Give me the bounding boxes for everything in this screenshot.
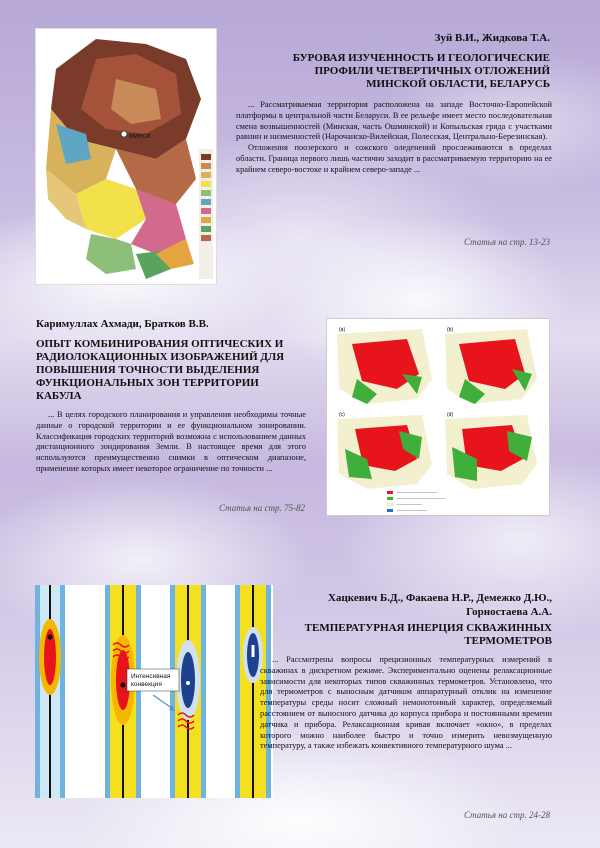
article3-authors-line: Хацкевич Б.Д., Факаева Н.Р., Демежко Д.Ю., [328,592,552,604]
article3-title-line: ТЕМПЕРАТУРНАЯ ИНЕРЦИЯ СКВАЖИННЫХ [304,622,552,634]
article2-title-line: ПОВЫШЕНИЯ ТОЧНОСТИ ВЫДЕЛЕНИЯ [36,364,260,376]
panel-c [337,412,432,489]
article1-title-line: МИНСКОЙ ОБЛАСТИ, БЕЛАРУСЬ [366,78,550,90]
article1-page-reference[interactable]: Статья на стр. 13-23 [464,237,550,247]
article1-title-line: ПРОФИЛИ ЧЕТВЕРТИЧНЫХ ОТЛОЖЕНИЙ [314,65,550,77]
article3-authors-line: Горностаева А.А. [466,606,552,618]
article3-body [260,655,552,752]
article1-authors: Зуй В.И., Жидкова Т.А. [434,32,550,44]
article1-title-line: БУРОВАЯ ИЗУЧЕННОСТЬ И ГЕОЛОГИЧЕСКИЕ [292,52,550,64]
article3-authors [290,591,552,619]
geologic-map-minsk-region [35,28,217,285]
thermometer-illustration [35,585,273,798]
article2-title-line: ОПЫТ КОМБИНИРОВАНИЯ ОПТИЧЕСКИХ И [36,338,284,350]
panel-label: (a) [339,327,346,333]
map-city-label: МИНСК [129,134,151,140]
figure-label-line: Интенсивная [131,673,171,680]
article2-paragraph: ... В целях городского планирования и управления необходимы точные данные о городской территории и ее функциональном зонировании. Классификация городских территорий возможна с использованием данных дистанционного зондирования Земли. В настоящее время для этого используются преимущественно снимки в оптическом диапазоне, применение которых имеет некоторое ограничение по точности ... [36,410,306,473]
panel-label: (b) [447,327,454,333]
kabul-zoning-maps [326,318,550,516]
four-panel-map-illustration [327,319,549,515]
borehole-thermometer-figure [35,585,273,798]
article3-title [280,622,552,648]
article3-title-line: ТЕРМОМЕТРОВ [464,635,552,647]
article2-body [36,410,306,475]
panel-b [445,327,537,404]
panel-label: (d) [447,412,454,418]
article3-page-reference[interactable]: Статья на стр. 24-28 [464,810,550,820]
article1-body [236,100,552,176]
article2-title-line: РАДИОЛОКАЦИОННЫХ ИЗОБРАЖЕНИЙ ДЛЯ [36,351,285,363]
article2-page-reference[interactable]: Статья на стр. 75-82 [219,503,305,513]
panel-a [337,327,432,404]
article2-title-line: КАБУЛА [36,390,82,402]
article3-paragraph: ... Рассмотрены вопросы прецизионных температурных измерений в скважинах в дискретном режиме. Экспериментально оценены релаксационные зависимости для некоторых типов скважинных термометров. Установлено, что для термометров с выносным датчиком аппаратурный отклик на изменение температуры среды носит сложный немонотонный характер, определяемый расстоянием от выносного датчика до корпуса прибора и постоянными времени датчика и прибора. Релаксационная кривая включает «окно», в пределах которого можно наиболее быстро и точно измерить невозмущенную температуру, а также избежать конвективного температурного шума ... [260,655,552,751]
panel-d [445,412,537,489]
article1-title [240,52,550,91]
map-illustration [36,29,216,284]
figure-label-line: конвекция [131,681,162,688]
article1-paragraph: ... Рассматриваемая территория расположена на западе Восточно-Европейской платформы в центральной части Беларуси. В ее рельефе имеет место последовательная смена возвышенностей (Минская, часть Ошмянской) и Копыльская гряда с участками равнин и низменностей (Нарочанско-Вилейская, Полесская, Центрально-Березинская). [236,100,552,142]
panel-label: (c) [339,412,345,418]
article2-authors: Каримуллах Ахмади, Братков В.В. [36,318,209,330]
article2-title-line: ФУНКЦИОНАЛЬНЫХ ЗОН ТЕРРИТОРИИ [36,377,259,389]
article1-paragraph: Отложения поозерского и сожского оледенений прослеживаются в пределах области. Граница первого лишь частично заходит в рассматриваемую территорию на ее крайнем северо-востоке и крайнем северо-западе ... [236,143,552,174]
article2-title [36,338,316,403]
